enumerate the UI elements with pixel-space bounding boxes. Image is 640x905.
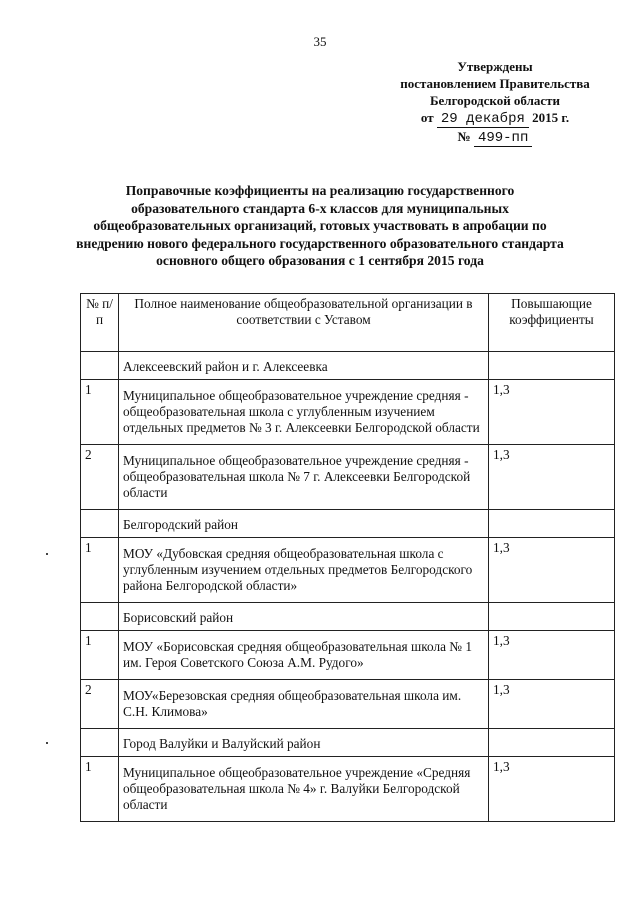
district-row bbox=[81, 352, 615, 380]
row-coefficient: 1,3 bbox=[489, 380, 615, 445]
district-name: Белгородский район bbox=[119, 510, 489, 538]
table-header-row bbox=[81, 294, 615, 352]
row-coefficient bbox=[489, 729, 615, 757]
margin-mark bbox=[46, 742, 48, 744]
row-number bbox=[81, 603, 119, 631]
page-number: 35 bbox=[313, 34, 327, 49]
approval-number bbox=[385, 128, 605, 147]
approval-line-1: Утверждены bbox=[457, 59, 533, 74]
approval-line-3: Белгородской области bbox=[429, 93, 561, 108]
organization-name: МОУ «Борисовская средняя общеобразовательная школа № 1 им. Героя Советского Союза А.М. Рудого» bbox=[119, 631, 489, 680]
table-row bbox=[81, 757, 615, 822]
organization-name: МОУ«Березовская средняя общеобразовательная школа им. С.Н. Климова» bbox=[119, 680, 489, 729]
row-coefficient: 1,3 bbox=[489, 631, 615, 680]
row-coefficient: 1,3 bbox=[489, 757, 615, 822]
document-title: Поправочные коэффициенты на реализацию государственного образовательного стандарта 6-х классов для муниципальных общеобразовательных организаций, готовых участвовать в апробации по внедрению нового федерального государственного образовательного стандарта основного общего образования с 1 сентября 2015 года bbox=[76, 183, 564, 268]
table-row bbox=[81, 680, 615, 729]
row-coefficient bbox=[489, 510, 615, 538]
header-name: Полное наименование общеобразовательной организации в соответствии с Уставом bbox=[119, 294, 489, 352]
table-row bbox=[81, 631, 615, 680]
row-number: 2 bbox=[81, 680, 119, 729]
organization-name: Муниципальное общеобразовательное учреждение средняя - общеобразовательная школа с углубленным изучением отдельных предметов № 3 г. Алексеевки Белгородской области bbox=[119, 380, 489, 445]
row-number bbox=[81, 352, 119, 380]
table-row bbox=[81, 538, 615, 603]
table-body bbox=[81, 352, 615, 822]
row-coefficient: 1,3 bbox=[489, 445, 615, 510]
coefficients-table bbox=[80, 293, 615, 822]
row-number: 1 bbox=[81, 757, 119, 822]
organization-name: Муниципальное общеобразовательное учреждение средняя - общеобразовательная школа № 7 г. Алексеевки Белгородской области bbox=[119, 445, 489, 510]
table-row bbox=[81, 380, 615, 445]
row-number bbox=[81, 510, 119, 538]
row-number: 1 bbox=[81, 380, 119, 445]
district-row bbox=[81, 510, 615, 538]
district-row bbox=[81, 603, 615, 631]
row-number bbox=[81, 729, 119, 757]
row-number: 1 bbox=[81, 631, 119, 680]
approval-number-value: 499-пп bbox=[474, 131, 532, 147]
approval-line-2: постановлением Правительства bbox=[400, 76, 590, 91]
district-name: Город Валуйки и Валуйский район bbox=[119, 729, 489, 757]
approval-date bbox=[385, 109, 605, 128]
district-name: Борисовский район bbox=[119, 603, 489, 631]
organization-name: МОУ «Дубовская средняя общеобразовательная школа с углубленным изучением отдельных предметов Белгородского района Белгородской области» bbox=[119, 538, 489, 603]
margin-mark bbox=[46, 553, 48, 555]
row-number: 1 bbox=[81, 538, 119, 603]
approval-date-suffix: 2015 г. bbox=[532, 110, 570, 125]
row-number: 2 bbox=[81, 445, 119, 510]
header-number: № п/п bbox=[81, 294, 119, 352]
table-row bbox=[81, 445, 615, 510]
header-coefficient: Повышающие коэффициенты bbox=[489, 294, 615, 352]
district-row bbox=[81, 729, 615, 757]
approval-number-prefix: № bbox=[457, 129, 471, 144]
row-coefficient bbox=[489, 603, 615, 631]
row-coefficient: 1,3 bbox=[489, 538, 615, 603]
organization-name: Муниципальное общеобразовательное учреждение «Средняя общеобразовательная школа № 4» г. Валуйки Белгородской области bbox=[119, 757, 489, 822]
approval-date-value: 29 декабря bbox=[437, 112, 529, 128]
approval-block bbox=[385, 58, 605, 147]
district-name: Алексеевский район и г. Алексеевка bbox=[119, 352, 489, 380]
row-coefficient: 1,3 bbox=[489, 680, 615, 729]
approval-date-prefix: от bbox=[420, 110, 434, 125]
row-coefficient bbox=[489, 352, 615, 380]
